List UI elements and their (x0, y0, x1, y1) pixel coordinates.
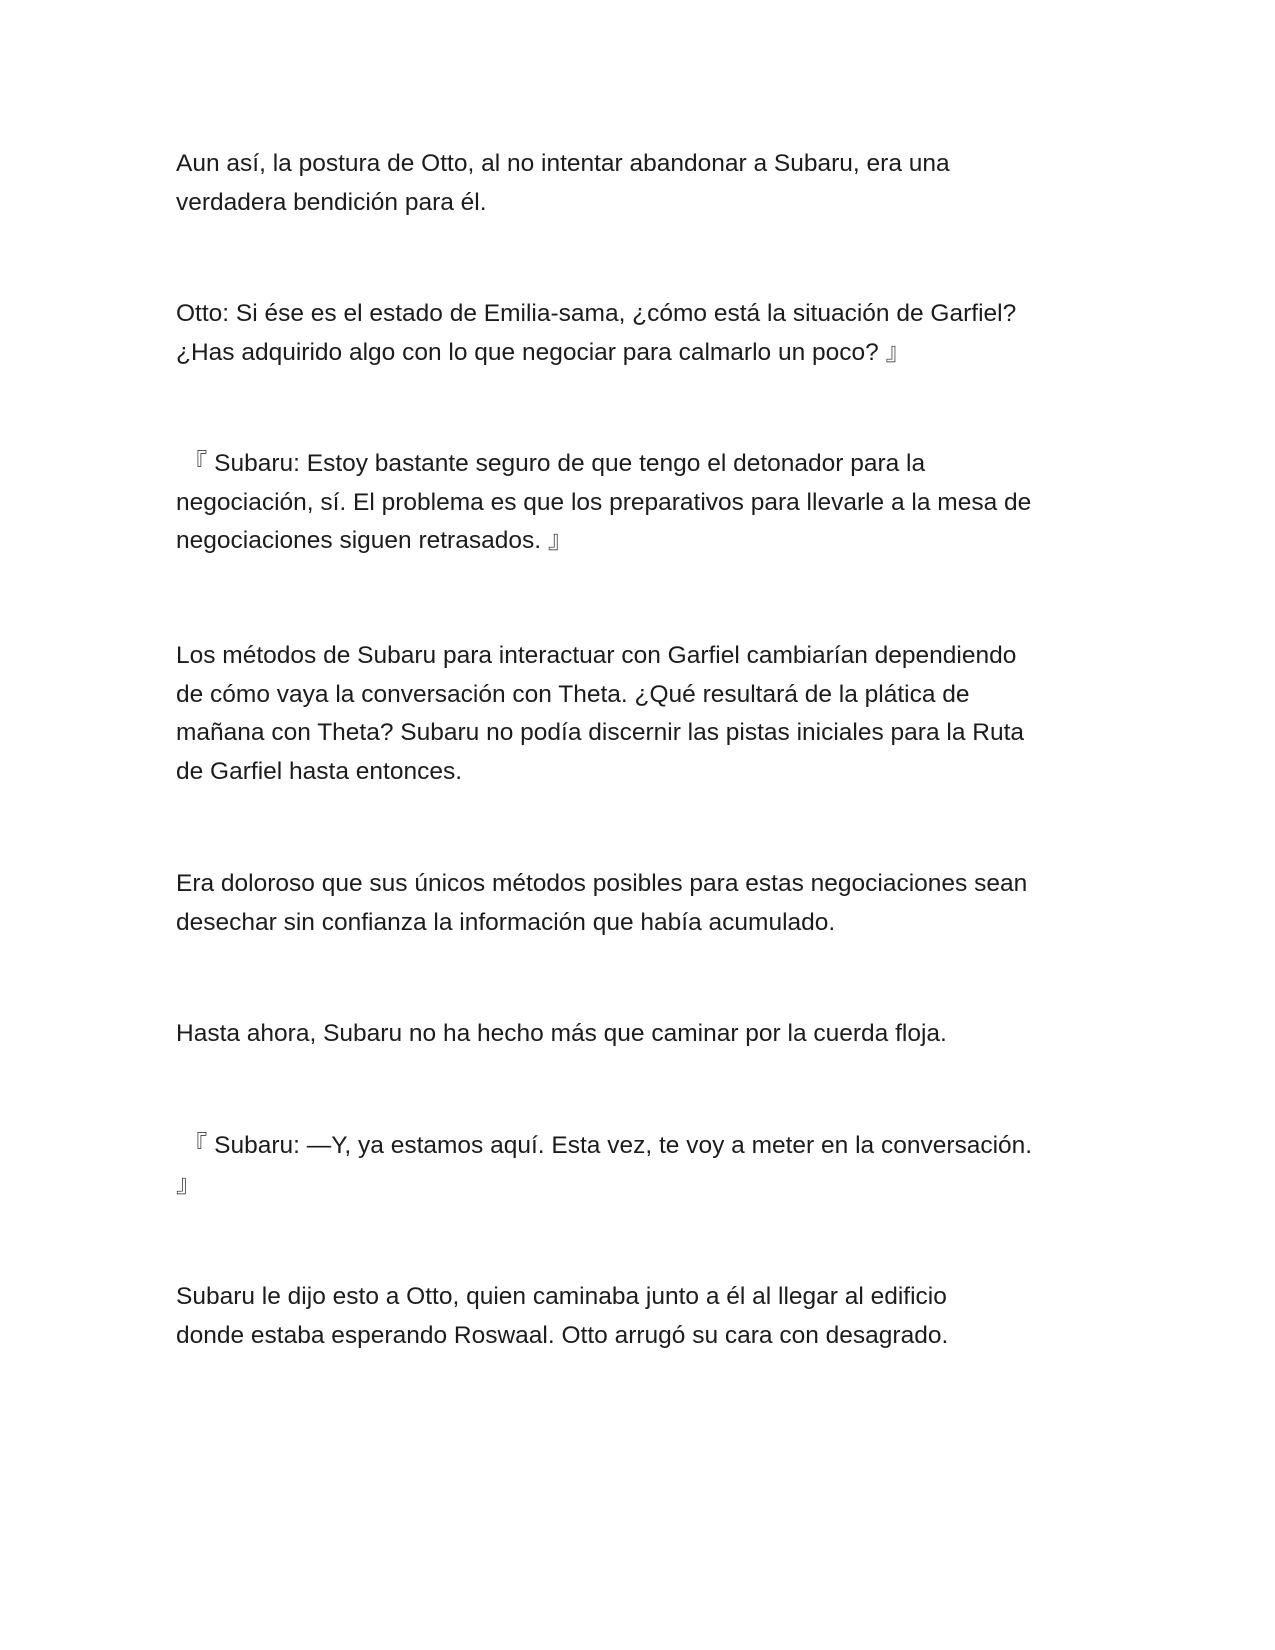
paragraph-line: verdadera bendición para él. (176, 188, 487, 216)
paragraph-8 (176, 1278, 1106, 1355)
paragraph-line: desechar sin confianza la información que había acumulado. (176, 908, 836, 936)
paragraph-line: Subaru le dijo esto a Otto, quien caminaba junto a él al llegar al edificio (176, 1283, 947, 1310)
paragraph-2 (176, 295, 1106, 372)
paragraph-line: de Garfiel hasta entonces. (176, 757, 463, 785)
paragraph-line: negociaciones siguen retrasados. 』 (176, 527, 573, 554)
paragraph-line: donde estaba esperando Roswaal. Otto arrugó su cara con desagrado. (176, 1321, 949, 1349)
paragraph-line: 』 (176, 1170, 201, 1198)
paragraph-line: negociación, sí. El problema es que los preparativos para llevarle a la mesa de (176, 488, 1032, 516)
paragraph-4 (176, 637, 1106, 791)
paragraph-line: de cómo vaya la conversación con Theta. ¿Qué resultará de la plática de (176, 680, 970, 708)
paragraph-line: Aun así, la postura de Otto, al no intentar abandonar a Subaru, era una (176, 150, 950, 177)
paragraph-7 (176, 1127, 1106, 1204)
paragraph-6 (176, 1015, 1106, 1054)
paragraph-line: Otto: Si ése es el estado de Emilia-sama, ¿cómo está la situación de Garfiel? (176, 300, 1017, 327)
paragraph-line: 『 Subaru: Estoy bastante seguro de que tengo el detonador para la (176, 450, 926, 477)
paragraph-line: 『 Subaru: —Y, ya estamos aquí. Esta vez, te voy a meter en la conversación. (176, 1132, 1033, 1159)
paragraph-5 (176, 865, 1106, 942)
paragraph-line: Hasta ahora, Subaru no ha hecho más que caminar por la cuerda floja. (176, 1020, 947, 1047)
paragraph-line: mañana con Theta? Subaru no podía discernir las pistas iniciales para la Ruta (176, 719, 1025, 746)
paragraph-3 (176, 445, 1106, 561)
paragraph-1 (176, 145, 1106, 222)
paragraph-line: Los métodos de Subaru para interactuar con Garfiel cambiarían dependiendo (176, 642, 1017, 669)
paragraph-line: ¿Has adquirido algo con lo que negociar para calmarlo un poco? 』 (176, 338, 911, 366)
paragraph-line: Era doloroso que sus únicos métodos posibles para estas negociaciones sean (176, 870, 1028, 897)
